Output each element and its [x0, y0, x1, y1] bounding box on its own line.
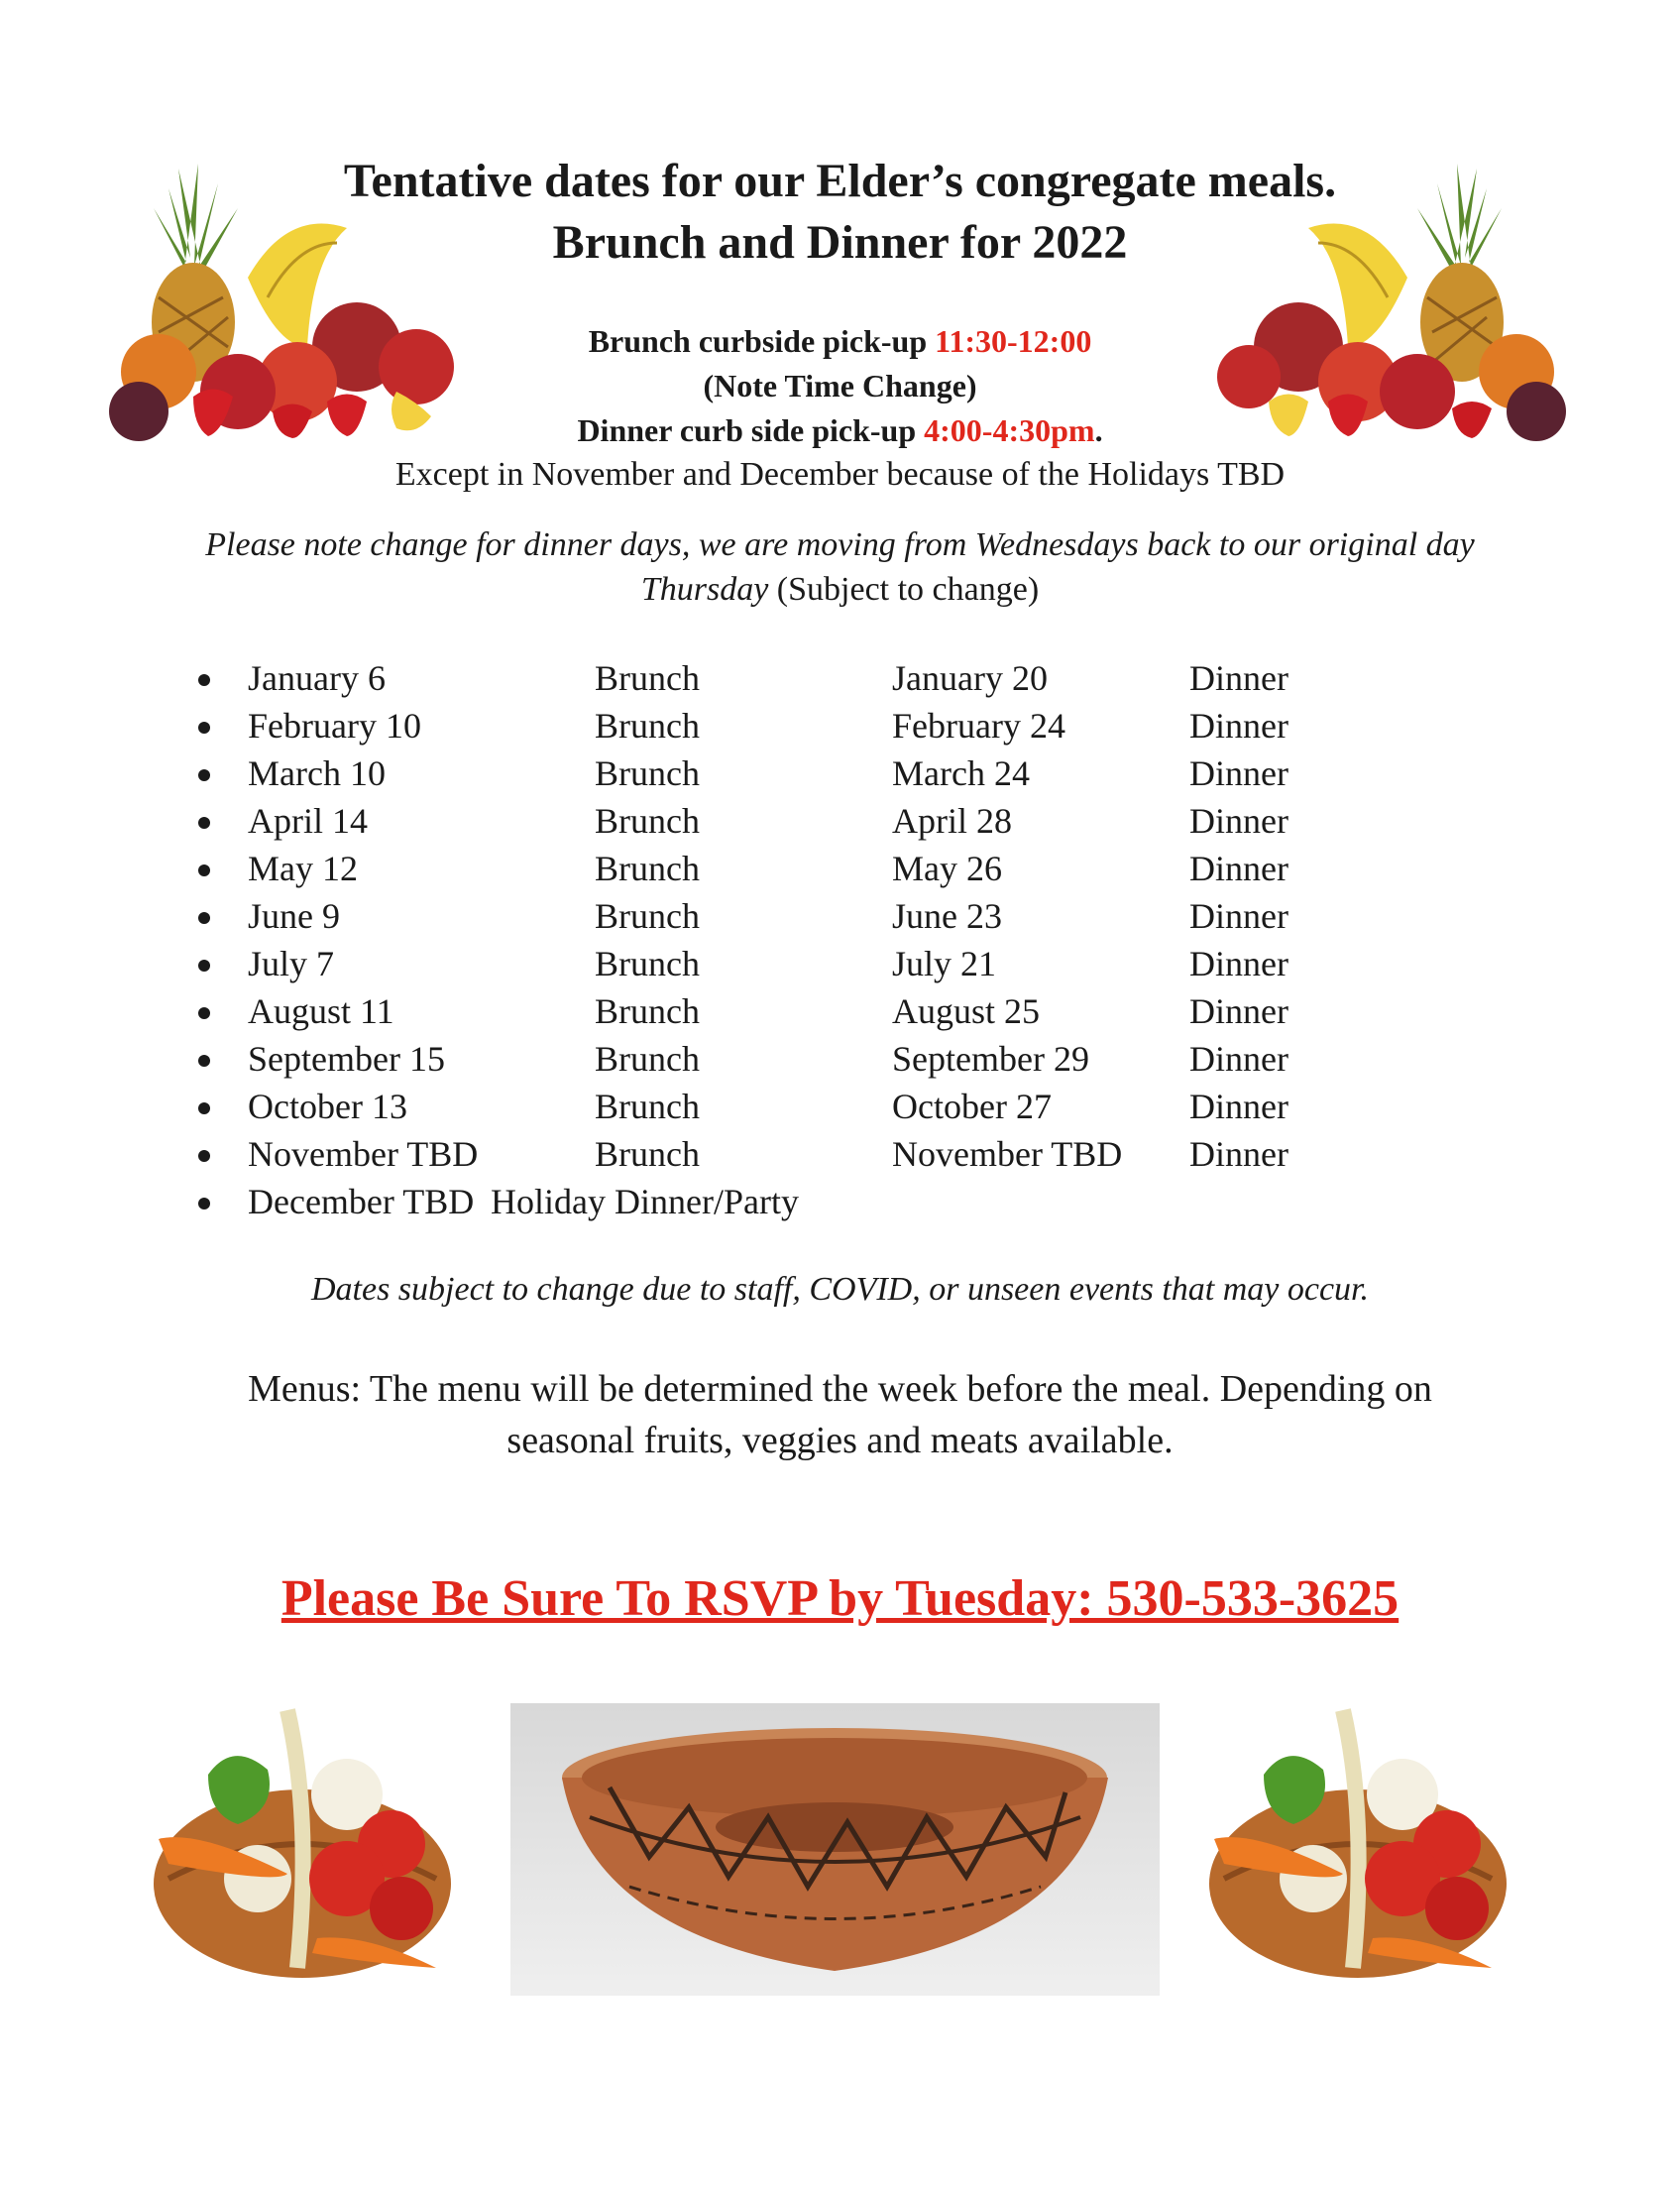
dinner-label: Dinner	[1189, 753, 1288, 793]
time-change-note: (Note Time Change)	[703, 368, 977, 403]
dinner-label: Dinner	[1189, 944, 1288, 983]
dinner-date: June 23	[892, 896, 1002, 936]
dinner-date: May 26	[892, 849, 1002, 888]
brunch-label: Brunch	[595, 1039, 700, 1079]
brunch-date: August 11	[248, 991, 394, 1031]
dinner-label: Dinner	[1189, 849, 1288, 888]
schedule-row	[193, 797, 1383, 845]
brunch-label: Brunch	[595, 753, 700, 793]
brunch-label: Brunch	[595, 991, 700, 1031]
notice-subject: (Subject to change)	[768, 571, 1040, 608]
schedule-row-december	[193, 1178, 1383, 1225]
dinner-pickup-time: 4:00-4:30pm	[924, 412, 1095, 448]
dinner-label: Dinner	[1189, 991, 1288, 1031]
dinner-day-notice: Please note change for dinner days, we are moving from Wednesdays back to our original day	[205, 526, 1475, 563]
dinner-date: September 29	[892, 1039, 1089, 1079]
basket-photo	[510, 1703, 1160, 1996]
dinner-pickup-period: .	[1094, 412, 1103, 448]
dinner-label: Dinner	[1189, 706, 1288, 746]
dinner-pickup-line	[0, 408, 1680, 453]
vegetable-basket-right-icon	[1194, 1700, 1521, 1988]
brunch-label: Brunch	[595, 896, 700, 936]
dinner-label: Dinner	[1189, 801, 1288, 841]
dates-disclaimer: Dates subject to change due to staff, COVID, or unseen events that may occur.	[310, 1271, 1369, 1308]
december-date: December TBD	[248, 1182, 475, 1221]
vegetable-basket-left-icon	[139, 1700, 466, 1988]
dinner-date: October 27	[892, 1087, 1052, 1126]
schedule-row	[193, 1035, 1383, 1083]
december-label: Holiday Dinner/Party	[491, 1182, 799, 1221]
brunch-date: June 9	[248, 896, 340, 936]
brunch-date: February 10	[248, 706, 421, 746]
brunch-label: Brunch	[595, 1134, 700, 1174]
dinner-label: Dinner	[1189, 896, 1288, 936]
brunch-date: November TBD	[248, 1134, 479, 1174]
dinner-label: Dinner	[1189, 1039, 1288, 1079]
page-title: Tentative dates for our Elder’s congregate meals.	[343, 155, 1337, 207]
dinner-label: Dinner	[1189, 1087, 1288, 1126]
brunch-date: October 13	[248, 1087, 407, 1126]
brunch-pickup-line	[0, 319, 1680, 364]
brunch-date: September 15	[248, 1039, 445, 1079]
dinner-pickup-label: Dinner curb side pick-up	[577, 412, 925, 448]
woven-basket-icon	[550, 1718, 1120, 1986]
schedule-row	[193, 845, 1383, 892]
brunch-date: January 6	[248, 658, 386, 698]
page-subtitle: Brunch and Dinner for 2022	[552, 216, 1128, 269]
schedule-row	[193, 892, 1383, 940]
brunch-pickup-time: 11:30-12:00	[935, 323, 1092, 359]
dinner-date: July 21	[892, 944, 997, 983]
brunch-date: July 7	[248, 944, 335, 983]
menus-line1: Menus: The menu will be determined the week before the meal. Depending on	[248, 1368, 1432, 1410]
dinner-label: Dinner	[1189, 1134, 1288, 1174]
dinner-date: April 28	[892, 801, 1012, 841]
holiday-exception: Except in November and December because of the Holidays TBD	[394, 456, 1286, 493]
menus-line2: seasonal fruits, veggies and meats available.	[506, 1420, 1174, 1461]
dinner-date: January 20	[892, 658, 1048, 698]
brunch-label: Brunch	[595, 801, 700, 841]
brunch-date: March 10	[248, 753, 386, 793]
dinner-date: August 25	[892, 991, 1041, 1031]
dinner-day-notice-line2	[0, 567, 1680, 612]
schedule-row	[193, 1083, 1383, 1130]
rsvp-line: Please Be Sure To RSVP by Tuesday: 530-533-3625	[280, 1570, 1400, 1627]
schedule-row	[193, 749, 1383, 797]
schedule-list	[193, 654, 1383, 1225]
dinner-date: November TBD	[892, 1134, 1123, 1174]
schedule-row	[193, 940, 1383, 987]
brunch-label: Brunch	[595, 944, 700, 983]
brunch-label: Brunch	[595, 706, 700, 746]
schedule-row	[193, 702, 1383, 749]
brunch-date: May 12	[248, 849, 358, 888]
brunch-date: April 14	[248, 801, 368, 841]
brunch-label: Brunch	[595, 658, 700, 698]
dinner-label: Dinner	[1189, 658, 1288, 698]
schedule-row	[193, 987, 1383, 1035]
schedule-row	[193, 1130, 1383, 1178]
brunch-label: Brunch	[595, 1087, 700, 1126]
schedule-row	[193, 654, 1383, 702]
notice-day: Thursday	[640, 571, 769, 608]
dinner-date: February 24	[892, 706, 1065, 746]
brunch-pickup-label: Brunch curbside pick-up	[588, 323, 936, 359]
brunch-label: Brunch	[595, 849, 700, 888]
dinner-date: March 24	[892, 753, 1030, 793]
